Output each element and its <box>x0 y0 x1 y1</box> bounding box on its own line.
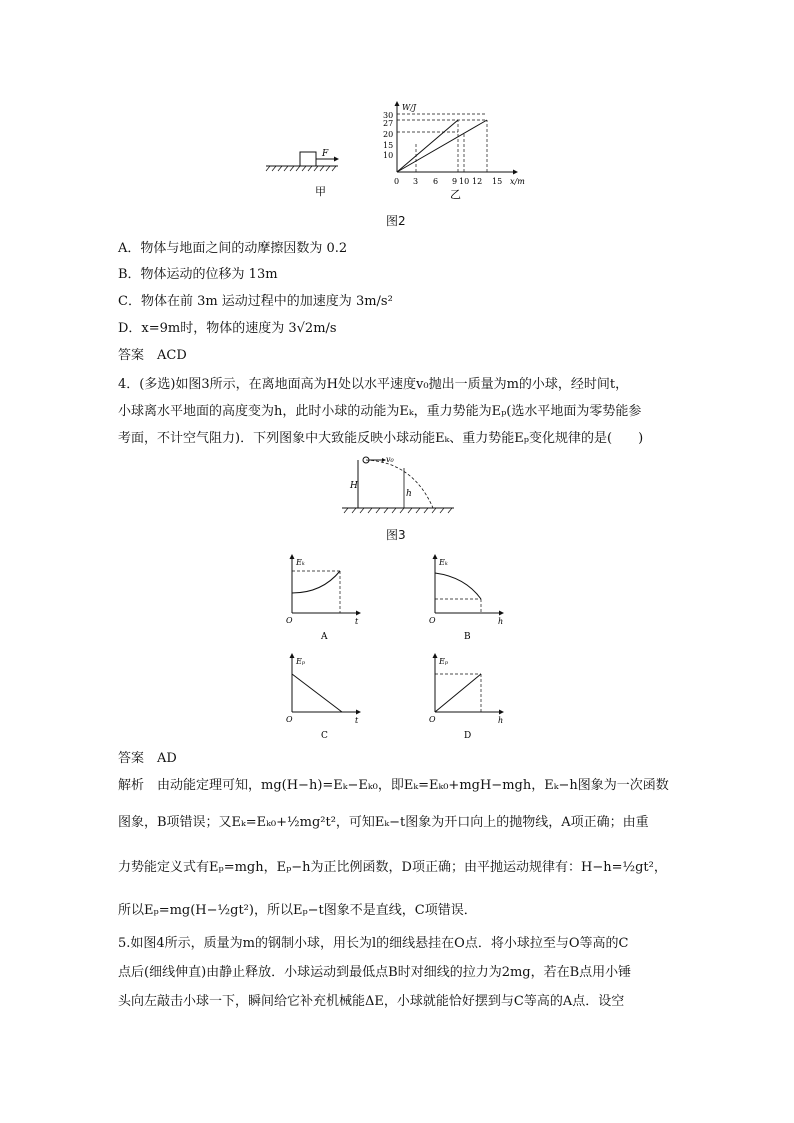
svg-text:t: t <box>355 716 359 725</box>
graph-c <box>282 652 372 742</box>
graph-d <box>425 652 515 742</box>
svg-text:C: C <box>321 731 328 741</box>
analysis-line-4: 所以Eₚ=mg(H−½gt²)，所以Eₚ−t图象不是直线，C项错误． <box>118 903 477 918</box>
analysis-line-3: 力势能定义式有Eₚ=mgh，Eₚ−h为正比例函数，D项正确；由平抛运动规律有：H−h=½gt²， <box>118 860 667 875</box>
svg-text:O: O <box>286 616 293 625</box>
fig2-caption: 图2 <box>386 214 406 228</box>
fig3-diagram <box>338 452 458 518</box>
svg-text:O: O <box>429 616 436 625</box>
v0-label: v₀ <box>386 455 394 464</box>
H-label: H <box>350 481 358 491</box>
svg-text:O: O <box>429 715 436 724</box>
analysis-line-2: 图象，B项错误；又Eₖ=Eₖ₀+½mg²t²，可知Eₖ−t图象为开口向上的抛物线，A项正确；由重 <box>118 815 649 830</box>
analysis-line-1: 解析 由动能定理可知，mg(H−h)=Eₖ−Eₖ₀，即Eₖ=Eₖ₀+mgH−mgh，Eₖ−h图象为一次函数 <box>118 778 669 793</box>
svg-text:t: t <box>355 617 359 626</box>
w-line-upper <box>397 120 458 172</box>
y-tick: 20 <box>383 130 394 139</box>
graph-a <box>282 553 372 643</box>
svg-text:Eₚ: Eₚ <box>439 657 449 666</box>
graph-b <box>425 553 515 643</box>
svg-text:B: B <box>464 632 471 642</box>
svg-text:h: h <box>498 716 504 725</box>
y-tick: 27 <box>383 119 394 128</box>
x-tick: 12 <box>472 177 483 186</box>
svg-text:A: A <box>321 632 328 642</box>
block <box>300 152 316 166</box>
x-axis-label: x/m <box>510 177 525 186</box>
svg-text:Eₚ: Eₚ <box>296 657 306 666</box>
svg-text:h: h <box>498 617 504 626</box>
x-tick: 0 <box>394 177 400 186</box>
force-label: F <box>322 149 329 159</box>
q5-line-1: 5.如图4所示，质量为m的钢制小球，用长为l的细线悬挂在O点．将小球拉至与O等高的C <box>118 936 629 951</box>
yi-label: 乙 <box>450 188 461 201</box>
option-d: D．x=9m时，物体的速度为 3√2m/s <box>118 321 337 336</box>
fig3-caption: 图3 <box>386 528 406 542</box>
option-a: A．物体与地面之间的动摩擦因数为 0.2 <box>118 241 348 256</box>
x-tick: 10 <box>459 177 470 186</box>
jia-label: 甲 <box>315 185 326 198</box>
y-tick: 10 <box>383 151 394 160</box>
y-tick: 30 <box>383 111 394 120</box>
q4-line-1: 4．(多选)如图3所示，在离地面高为H处以水平速度v₀抛出一质量为m的小球，经时间t， <box>118 377 629 392</box>
trajectory <box>366 460 433 508</box>
q4-line-3: 考面，不计空气阻力)．下列图象中大致能反映小球动能Eₖ、重力势能Eₚ变化规律的是( ) <box>118 431 644 446</box>
h-label: h <box>406 489 412 499</box>
svg-text:O: O <box>286 715 293 724</box>
svg-text:Eₖ: Eₖ <box>439 558 448 567</box>
option-b: B．物体运动的位移为 13m <box>118 267 278 282</box>
x-tick: 3 <box>413 177 419 186</box>
fig2-yi-graph <box>380 100 540 210</box>
y-tick: 15 <box>383 141 394 150</box>
w-line-lower <box>397 120 487 172</box>
q5-line-2: 点后(细线伸直)由静止释放．小球运动到最低点B时对细线的拉力为2mg，若在B点用小锤 <box>118 965 632 980</box>
svg-text:Eₖ: Eₖ <box>296 558 305 567</box>
x-tick: 6 <box>433 177 439 186</box>
q3-answer: 答案 ACD <box>118 348 187 363</box>
q4-line-2: 小球离水平地面的高度变为h，此时小球的动能为Eₖ，重力势能为Eₚ(选水平地面为零势能参 <box>118 404 642 419</box>
q4-answer: 答案 AD <box>118 751 177 766</box>
y-axis-label: W/J <box>402 103 417 112</box>
option-c: C．物体在前 3m 运动过程中的加速度为 3m/s² <box>118 294 393 309</box>
fig2-jia-diagram <box>262 140 342 200</box>
q5-line-3: 头向左敲击小球一下，瞬间给它补充机械能ΔE，小球就能恰好摆到与C等高的A点．设空 <box>118 994 625 1009</box>
svg-text:D: D <box>464 731 472 741</box>
x-tick: 9 <box>452 177 458 186</box>
x-tick: 15 <box>492 177 503 186</box>
